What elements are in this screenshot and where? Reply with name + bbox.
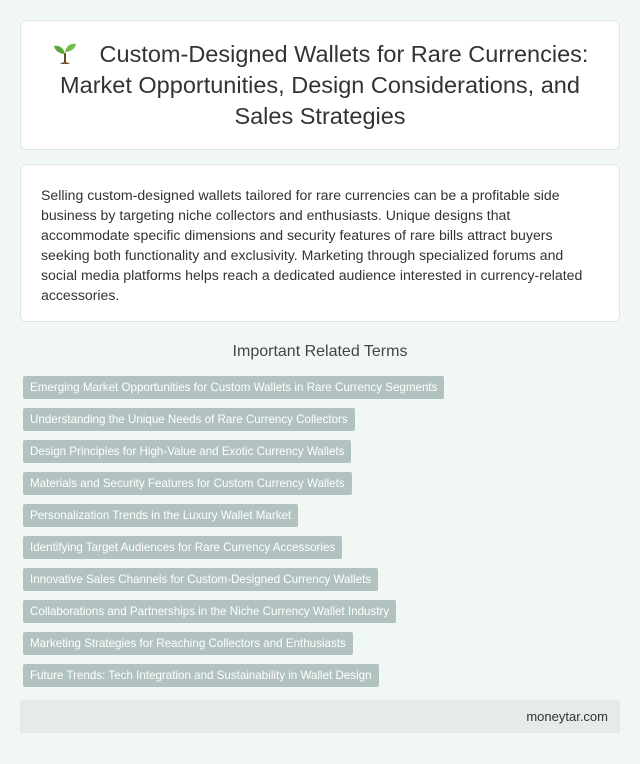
footer-brand[interactable]: moneytar.com bbox=[526, 709, 608, 724]
term-tag[interactable]: Identifying Target Audiences for Rare Currency Accessories bbox=[23, 536, 342, 559]
page-title bbox=[41, 39, 599, 132]
footer bbox=[20, 700, 620, 733]
terms-list bbox=[20, 376, 620, 687]
term-tag[interactable]: Collaborations and Partnerships in the Niche Currency Wallet Industry bbox=[23, 600, 396, 623]
title-card bbox=[20, 20, 620, 150]
term-tag[interactable]: Design Principles for High-Value and Exotic Currency Wallets bbox=[23, 440, 351, 463]
summary-card bbox=[20, 164, 620, 322]
terms-heading: Important Related Terms bbox=[232, 343, 408, 360]
term-tag[interactable]: Emerging Market Opportunities for Custom Wallets in Rare Currency Segments bbox=[23, 376, 444, 399]
summary-text: Selling custom-designed wallets tailored for rare currencies can be a profitable side business by targeting niche collectors and enthusiasts. Unique designs that accommodate specific dimensions and security features of rare bills attract buyers seeking both functionality and exclusivity. Marketing through specialized forums and social media platforms helps reach a dedicated audience interested in currency-related accessories. bbox=[41, 187, 583, 303]
term-tag[interactable]: Understanding the Unique Needs of Rare Currency Collectors bbox=[23, 408, 355, 431]
term-tag[interactable]: Innovative Sales Channels for Custom-Designed Currency Wallets bbox=[23, 568, 378, 591]
page-title-text: Custom-Designed Wallets for Rare Currencies: Market Opportunities, Design Considerations, and Sales Strategies bbox=[60, 40, 589, 129]
term-tag[interactable]: Marketing Strategies for Reaching Collectors and Enthusiasts bbox=[23, 632, 353, 655]
term-tag[interactable]: Future Trends: Tech Integration and Sustainability in Wallet Design bbox=[23, 664, 379, 687]
sprout-icon bbox=[52, 40, 78, 66]
term-tag[interactable]: Materials and Security Features for Custom Currency Wallets bbox=[23, 472, 352, 495]
term-tag[interactable]: Personalization Trends in the Luxury Wallet Market bbox=[23, 504, 298, 527]
